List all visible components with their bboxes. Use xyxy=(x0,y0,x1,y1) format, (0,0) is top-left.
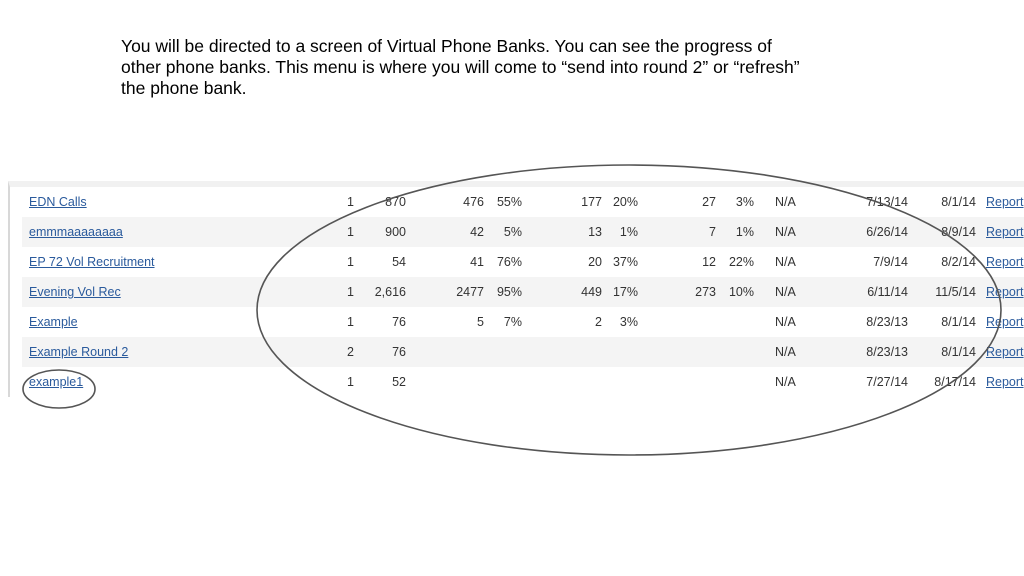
end-date-cell: 8/1/14 xyxy=(941,315,976,329)
end-date-cell: 8/1/14 xyxy=(941,345,976,359)
third-count-cell: 7 xyxy=(709,225,716,239)
round-cell: 1 xyxy=(347,315,354,329)
called-pct-cell: 95% xyxy=(496,285,522,299)
round-cell: 1 xyxy=(347,195,354,209)
contacted-pct-cell: 17% xyxy=(612,285,638,299)
total-cell: 54 xyxy=(392,255,406,269)
phone-bank-name-link[interactable]: Example Round 2 xyxy=(29,345,129,359)
round-cell: 2 xyxy=(347,345,354,359)
called-count-cell: 41 xyxy=(470,255,484,269)
phone-bank-name-link[interactable]: EDN Calls xyxy=(29,195,87,209)
called-count-cell: 476 xyxy=(463,195,484,209)
end-date-cell: 8/9/14 xyxy=(941,225,976,239)
phone-bank-name-link[interactable]: Evening Vol Rec xyxy=(29,285,121,299)
contacted-count-cell: 13 xyxy=(588,225,602,239)
status-cell: N/A xyxy=(775,225,796,239)
total-cell: 52 xyxy=(392,375,406,389)
third-count-cell: 27 xyxy=(702,195,716,209)
contacted-pct-cell: 20% xyxy=(612,195,638,209)
status-cell: N/A xyxy=(775,195,796,209)
table-row xyxy=(22,277,1024,307)
instruction-line-2: other phone banks. This menu is where you will come to “send into round 2” or “refresh” xyxy=(121,57,800,77)
total-cell: 76 xyxy=(392,315,406,329)
status-cell: N/A xyxy=(775,345,796,359)
third-pct-cell: 22% xyxy=(728,255,754,269)
end-date-cell: 8/17/14 xyxy=(934,375,976,389)
start-date-cell: 7/9/14 xyxy=(873,255,908,269)
called-pct-cell: 76% xyxy=(496,255,522,269)
end-date-cell: 11/5/14 xyxy=(935,285,976,299)
phone-bank-table xyxy=(8,181,1024,397)
table-row xyxy=(22,187,1024,217)
end-date-cell: 8/1/14 xyxy=(941,195,976,209)
status-cell: N/A xyxy=(775,255,796,269)
report-link[interactable]: Report xyxy=(986,195,1024,209)
phone-bank-name-link[interactable]: emmmaaaaaaaa xyxy=(29,225,123,239)
phone-bank-name-link[interactable]: Example xyxy=(29,315,78,329)
instruction-line-3: the phone bank. xyxy=(121,78,247,98)
contacted-pct-cell: 3% xyxy=(619,315,638,329)
total-cell: 870 xyxy=(385,195,406,209)
table-row xyxy=(22,217,1024,247)
third-pct-cell: 3% xyxy=(735,195,754,209)
table-row xyxy=(22,247,1024,277)
report-link[interactable]: Report xyxy=(986,285,1024,299)
called-count-cell: 5 xyxy=(477,315,484,329)
contacted-count-cell: 2 xyxy=(595,315,602,329)
round-cell: 1 xyxy=(347,225,354,239)
start-date-cell: 6/11/14 xyxy=(867,285,908,299)
total-cell: 2,616 xyxy=(374,285,406,299)
contacted-count-cell: 177 xyxy=(581,195,602,209)
round-cell: 1 xyxy=(347,255,354,269)
table-row xyxy=(22,367,1024,397)
called-pct-cell: 5% xyxy=(503,225,522,239)
instruction-line-1: You will be directed to a screen of Virtual Phone Banks. You can see the progress of xyxy=(121,36,772,56)
called-pct-cell: 55% xyxy=(496,195,522,209)
end-date-cell: 8/2/14 xyxy=(941,255,976,269)
report-link[interactable]: Report xyxy=(986,375,1024,389)
start-date-cell: 8/23/13 xyxy=(866,315,908,329)
table-row xyxy=(22,307,1024,337)
status-cell: N/A xyxy=(775,285,796,299)
contacted-count-cell: 20 xyxy=(588,255,602,269)
report-link[interactable]: Report xyxy=(986,315,1024,329)
called-pct-cell: 7% xyxy=(503,315,522,329)
phone-bank-name-link[interactable]: EP 72 Vol Recruitment xyxy=(29,255,155,269)
round-cell: 1 xyxy=(347,285,354,299)
status-cell: N/A xyxy=(775,375,796,389)
start-date-cell: 7/27/14 xyxy=(866,375,908,389)
called-count-cell: 2477 xyxy=(456,285,484,299)
phone-bank-name-link[interactable]: example1 xyxy=(29,375,84,389)
contacted-pct-cell: 37% xyxy=(612,255,638,269)
report-link[interactable]: Report xyxy=(986,345,1024,359)
total-cell: 76 xyxy=(392,345,406,359)
called-count-cell: 42 xyxy=(470,225,484,239)
table-row xyxy=(22,337,1024,367)
third-count-cell: 12 xyxy=(702,255,716,269)
third-count-cell: 273 xyxy=(695,285,716,299)
status-cell: N/A xyxy=(775,315,796,329)
report-link[interactable]: Report xyxy=(986,225,1024,239)
instruction-text xyxy=(121,36,921,99)
third-pct-cell: 1% xyxy=(735,225,754,239)
round-cell: 1 xyxy=(347,375,354,389)
start-date-cell: 6/26/14 xyxy=(866,225,908,239)
start-date-cell: 8/23/13 xyxy=(866,345,908,359)
third-pct-cell: 10% xyxy=(728,285,754,299)
contacted-pct-cell: 1% xyxy=(619,225,638,239)
total-cell: 900 xyxy=(385,225,406,239)
contacted-count-cell: 449 xyxy=(581,285,602,299)
start-date-cell: 7/13/14 xyxy=(866,195,908,209)
report-link[interactable]: Report xyxy=(986,255,1024,269)
